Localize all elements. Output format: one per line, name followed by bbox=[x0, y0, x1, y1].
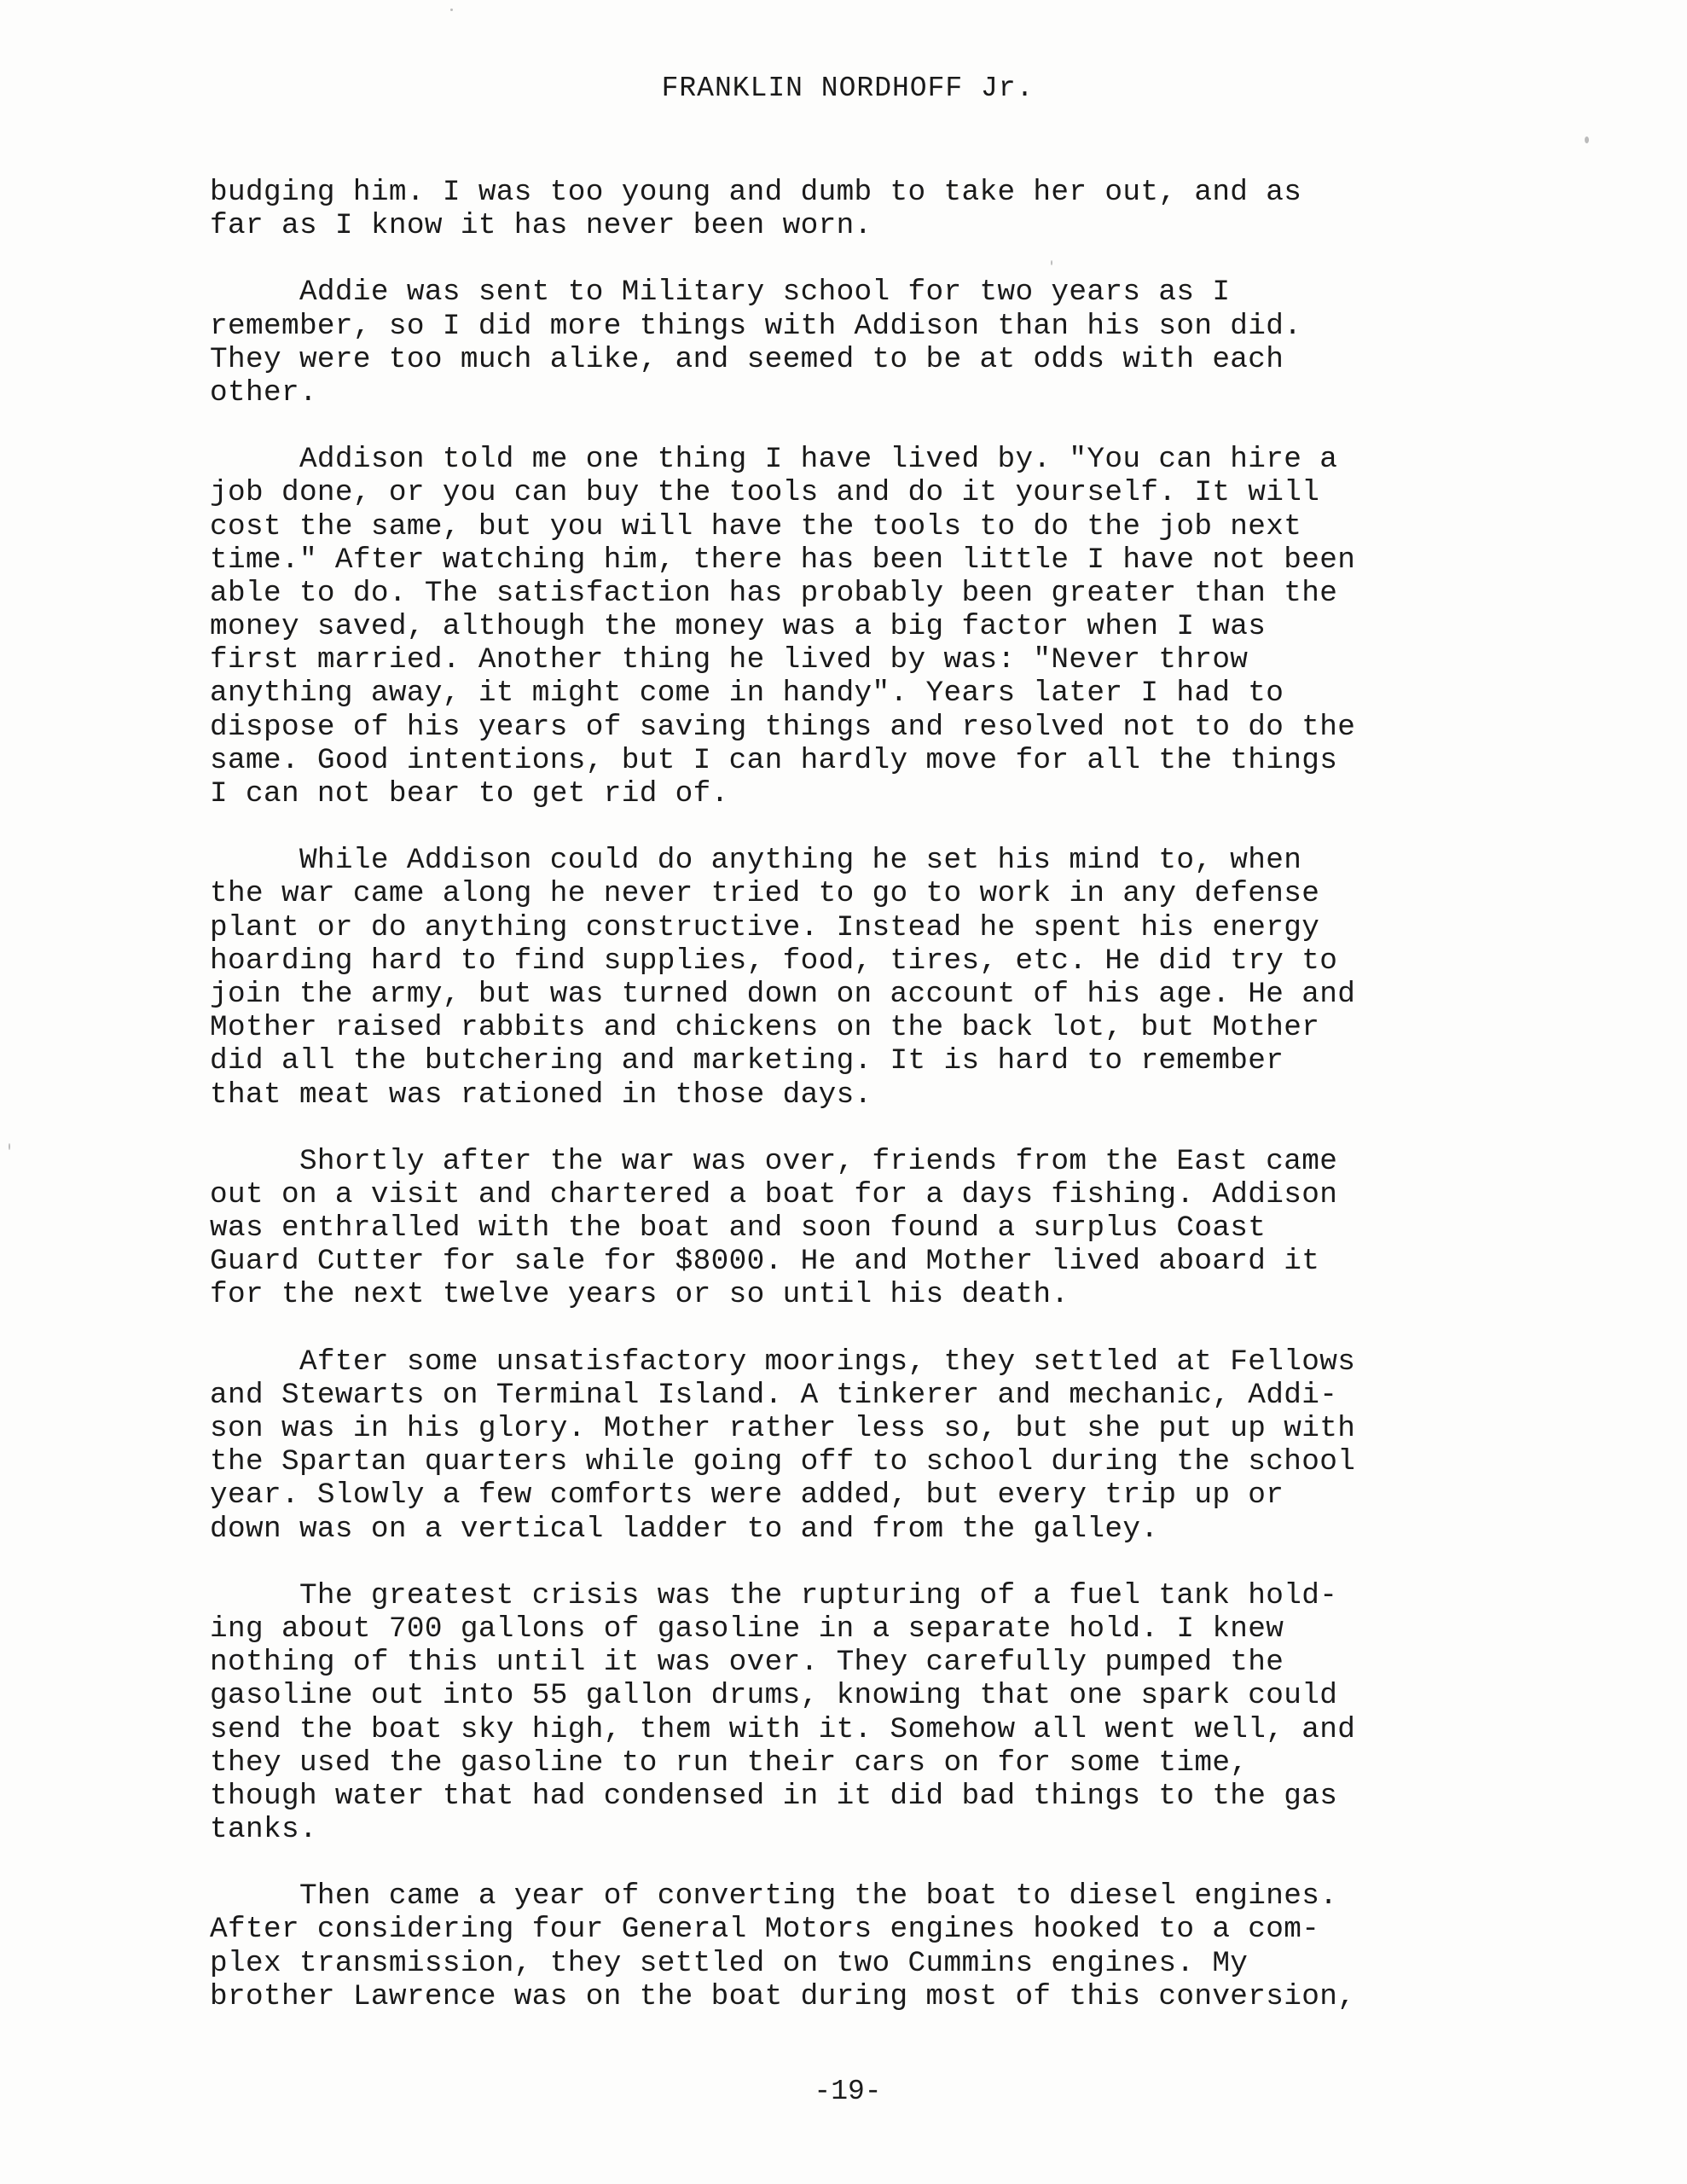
paragraph bbox=[210, 844, 1540, 1112]
scan-speck bbox=[450, 9, 453, 11]
text-line: first married. Another thing he lived by was: "Never throw bbox=[210, 643, 1249, 677]
text-line: Addison told me one thing I have lived by. "You can hire a bbox=[210, 443, 1338, 477]
text-line: I can not bear to get rid of. bbox=[210, 777, 729, 810]
text-line: far as I know it has never been worn. bbox=[210, 209, 872, 243]
text-line: was enthralled with the boat and soon found a surplus Coast bbox=[210, 1211, 1267, 1246]
text-line: The greatest crisis was the rupturing of a fuel tank hold- bbox=[210, 1578, 1338, 1612]
text-line: ing about 700 gallons of gasoline in a separate hold. I knew bbox=[210, 1612, 1284, 1646]
text-line: gasoline out into 55 gallon drums, knowing that one spark could bbox=[210, 1679, 1338, 1713]
text-line: same. Good intentions, but I can hardly move for all the things bbox=[210, 743, 1338, 777]
text-line: remember, so I did more things with Addison than his son did. bbox=[210, 309, 1302, 343]
text-line: the Spartan quarters while going off to school during the school bbox=[210, 1445, 1356, 1479]
text-line: nothing of this until it was over. They carefully pumped the bbox=[210, 1646, 1284, 1680]
text-line: able to do. The satisfaction has probably been greater than the bbox=[210, 576, 1338, 610]
text-line: tanks. bbox=[210, 1813, 317, 1847]
text-line: cost the same, but you will have the tools to do the job next bbox=[210, 509, 1302, 543]
text-line: the war came along he never tried to go to work in any defense bbox=[210, 877, 1320, 911]
text-line: hoarding hard to find supplies, food, tires, etc. He did try to bbox=[210, 944, 1338, 978]
text-line: Mother raised rabbits and chickens on the back lot, but Mother bbox=[210, 1011, 1320, 1045]
text-line: Addie was sent to Military school for two years as I bbox=[210, 276, 1231, 310]
text-line: time." After watching him, there has been little I have not been bbox=[210, 543, 1356, 577]
text-line: Then came a year of converting the boat to diesel engines. bbox=[210, 1879, 1338, 1914]
text-line: Shortly after the war was over, friends from the East came bbox=[210, 1144, 1338, 1178]
text-line: that meat was rationed in those days. bbox=[210, 1077, 872, 1112]
text-line: other. bbox=[210, 375, 317, 410]
document-body bbox=[210, 176, 1540, 2047]
text-line: though water that had condensed in it did bad things to the gas bbox=[210, 1779, 1338, 1813]
text-line: While Addison could do anything he set his mind to, when bbox=[210, 844, 1302, 878]
text-line: job done, or you can buy the tools and do it yourself. It will bbox=[210, 476, 1320, 510]
scan-speck bbox=[1585, 136, 1589, 143]
page-header-title: FRANKLIN NORDHOFF Jr. bbox=[661, 73, 1035, 104]
text-line: Guard Cutter for sale for $8000. He and Mother lived aboard it bbox=[210, 1245, 1320, 1279]
page-number: -19- bbox=[814, 2076, 882, 2107]
text-line: They were too much alike, and seemed to be at odds with each bbox=[210, 342, 1284, 376]
text-line: for the next twelve years or so until his death. bbox=[210, 1278, 1070, 1312]
scan-speck bbox=[9, 1143, 10, 1150]
text-line: budging him. I was too young and dumb to take her out, and as bbox=[210, 176, 1302, 209]
text-line: son was in his glory. Mother rather less so, but she put up with bbox=[210, 1412, 1356, 1445]
text-line: down was on a vertical ladder to and from the galley. bbox=[210, 1512, 1159, 1546]
text-line: out on a visit and chartered a boat for a days fishing. Addison bbox=[210, 1177, 1338, 1211]
paragraph bbox=[210, 1145, 1540, 1312]
paragraph bbox=[210, 443, 1540, 810]
scan-speck bbox=[1051, 260, 1052, 265]
text-line: dispose of his years of saving things and resolved not to do the bbox=[210, 710, 1356, 744]
text-line: send the boat sky high, them with it. Somehow all went well, and bbox=[210, 1712, 1356, 1746]
text-line: they used the gasoline to run their cars on for some time, bbox=[210, 1745, 1249, 1780]
text-line: brother Lawrence was on the boat during most of this conversion, bbox=[210, 1979, 1356, 2013]
paragraph bbox=[210, 1345, 1540, 1546]
text-line: join the army, but was turned down on account of his age. He and bbox=[210, 977, 1356, 1011]
text-line: After considering four General Motors engines hooked to a com- bbox=[210, 1913, 1320, 1947]
text-line: plant or do anything constructive. Instead he spent his energy bbox=[210, 910, 1320, 944]
text-line: money saved, although the money was a big factor when I was bbox=[210, 610, 1267, 644]
paragraph bbox=[210, 1579, 1540, 1847]
text-line: year. Slowly a few comforts were added, but every trip up or bbox=[210, 1478, 1284, 1513]
text-line: anything away, it might come in handy". Years later I had to bbox=[210, 677, 1284, 711]
text-line: did all the butchering and marketing. It is hard to remember bbox=[210, 1044, 1284, 1078]
text-line: After some unsatisfactory moorings, they settled at Fellows bbox=[210, 1345, 1356, 1379]
paragraph bbox=[210, 1879, 1540, 2013]
paragraph bbox=[210, 176, 1540, 242]
text-line: and Stewarts on Terminal Island. A tinkerer and mechanic, Addi- bbox=[210, 1378, 1338, 1412]
paragraph bbox=[210, 276, 1540, 410]
text-line: plex transmission, they settled on two Cummins engines. My bbox=[210, 1946, 1249, 1980]
